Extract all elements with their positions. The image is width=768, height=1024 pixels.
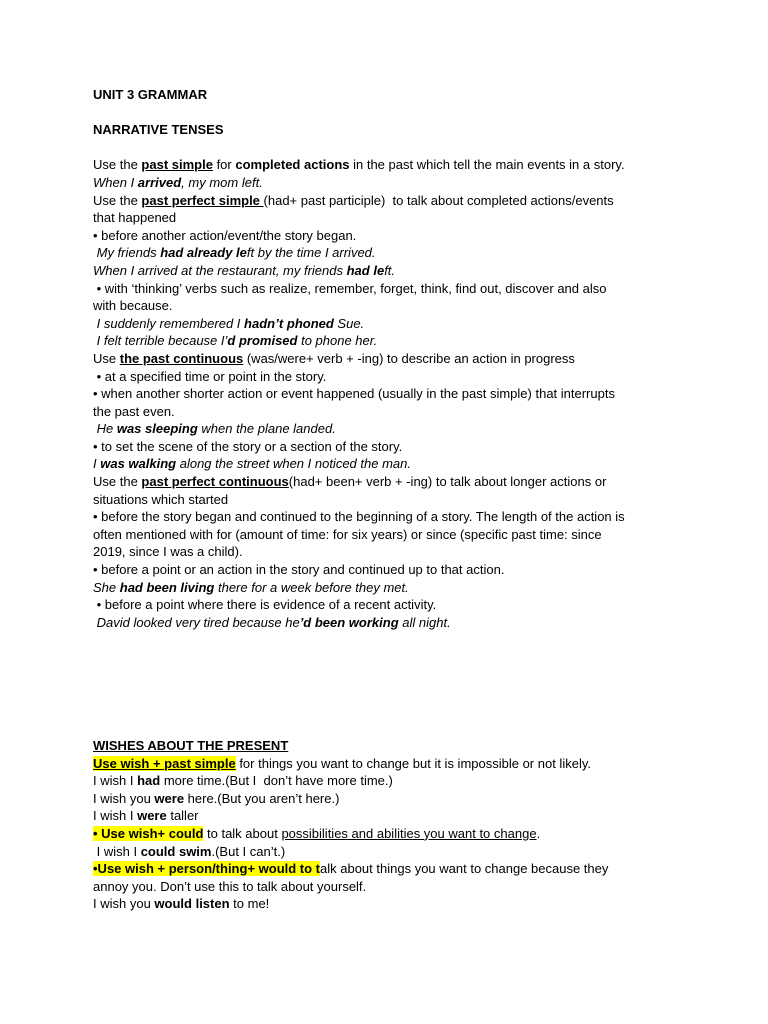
document-page (93, 86, 693, 913)
bullet-line: • before the story began and continued to the beginning of a story. The length of the action is (93, 509, 625, 525)
paragraph-line: that happened (93, 210, 177, 226)
paragraph-line: situations which started (93, 491, 229, 507)
bullet-line: • before another action/event/the story began. (93, 227, 357, 243)
example-line: My friends had already left by the time I arrived. (93, 245, 376, 261)
example-line: He was sleeping when the plane landed. (93, 421, 336, 437)
unit-title: UNIT 3 GRAMMAR (93, 87, 208, 102)
paragraph-line: Use the past perfect simple (had+ past participle) to talk about completed actions/events (93, 192, 614, 208)
example-line: I wish you were here.(But you aren’t here.) (93, 790, 340, 806)
bullet-line: • with ‘thinking’ verbs such as realize, remember, forget, think, find out, discover and also (93, 280, 607, 296)
paragraph-line: Use the past continuous (was/were+ verb + -ing) to describe an action in progress (93, 350, 575, 366)
example-line: I wish you would listen to me! (93, 896, 270, 912)
bullet-line: • at a specified time or point in the story. (93, 368, 327, 384)
bullet-line: • when another shorter action or event happened (usually in the past simple) that interrupts (93, 386, 615, 402)
bullet-line: • before a point where there is evidence of a recent activity. (93, 597, 437, 613)
rule-line: • Use wish+ could to talk about possibilities and abilities you want to change. (93, 825, 541, 841)
example-line: I was walking along the street when I noticed the man. (93, 456, 411, 472)
bullet-line: • before a point or an action in the story and continued up to that action. (93, 562, 505, 578)
example-line: I felt terrible because I’d promised to phone her. (93, 333, 378, 349)
paragraph-line: with because. (93, 298, 173, 314)
example-line: David looked very tired because he’d been working all night. (93, 614, 451, 630)
wishes-heading: WISHES ABOUT THE PRESENT (93, 738, 289, 753)
example-line: I wish I could swim.(But I can’t.) (93, 843, 286, 859)
rule-line: Use wish + past simple for things you want to change but it is impossible or not likely. (93, 755, 591, 771)
section-heading: NARRATIVE TENSES (93, 122, 224, 138)
example-line: I suddenly remembered I hadn’t phoned Sue. (93, 315, 365, 331)
example-line: I wish I had more time.(But I don’t have more time.) (93, 773, 393, 789)
paragraph-line: Use the past perfect continuous(had+ been+ verb + -ing) to talk about longer actions or (93, 474, 607, 490)
bullet-line: • to set the scene of the story or a section of the story. (93, 438, 403, 454)
paragraph-line: 2019, since I was a child). (93, 544, 243, 560)
paragraph-line: annoy you. Don’t use this to talk about yourself. (93, 878, 367, 894)
paragraph-line: Use the past simple for completed actions in the past which tell the main events in a story. (93, 157, 625, 173)
paragraph-line: the past even. (93, 403, 175, 419)
example-line: When I arrived, my mom left. (93, 174, 263, 190)
example-line: When I arrived at the restaurant, my friends had left. (93, 262, 396, 278)
example-line: She had been living there for a week before they met. (93, 579, 409, 595)
rule-line: •Use wish + person/thing+ would to talk about things you want to change because they (93, 861, 609, 877)
paragraph-line: often mentioned with for (amount of time: for six years) or since (specific past time: since (93, 526, 602, 542)
example-line: I wish I were taller (93, 808, 199, 824)
